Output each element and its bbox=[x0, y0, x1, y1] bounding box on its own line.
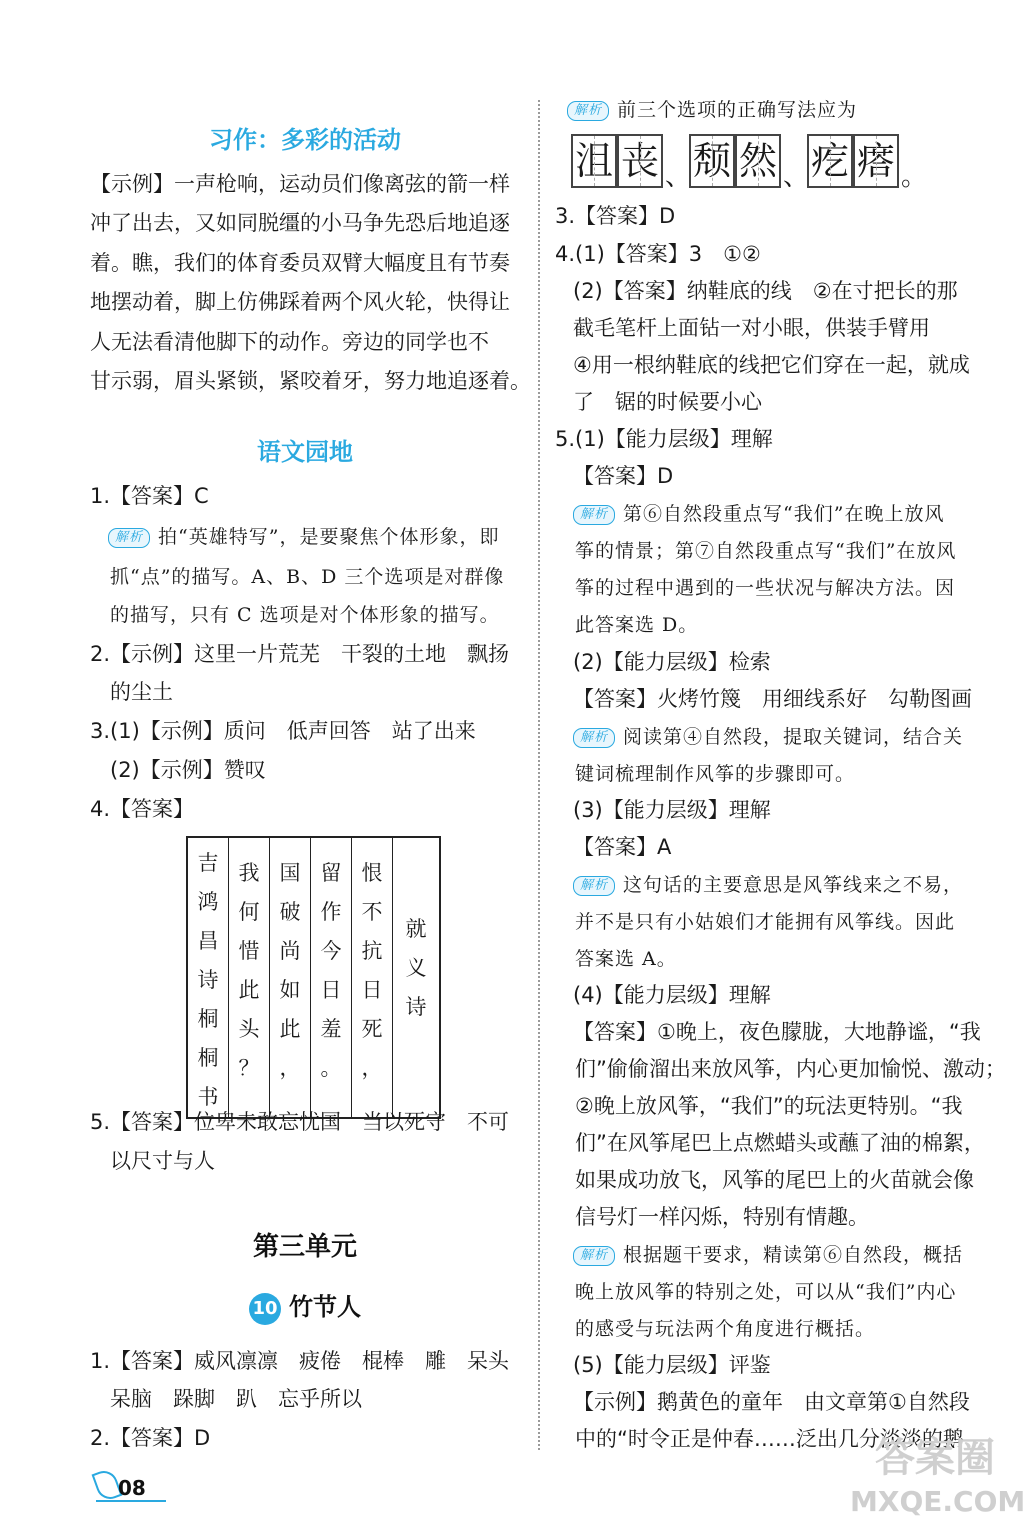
r5-5: (5)【能力层级】评鉴 bbox=[573, 1353, 771, 1377]
watermark: 答案圈 MXQE.COM bbox=[850, 1435, 1026, 1518]
jiexi-badge: 解析 bbox=[573, 1246, 615, 1266]
r5-2-jx-line-1: 解析 阅读第④自然段，提取关键词，结合关 bbox=[573, 723, 963, 751]
lesson-number-badge: 10 bbox=[249, 1293, 281, 1325]
r5-4-jx-line-2: 晚上放风筝的特别之处，可以从“我们”内心 bbox=[575, 1281, 957, 1303]
page-number: 08 bbox=[118, 1476, 146, 1500]
r5-4: (4)【能力层级】理解 bbox=[573, 983, 771, 1007]
unit-title: 第三单元 bbox=[252, 1232, 357, 1262]
r5-4-answer-2: 们”偷偷溜出来放风筝，内心更加愉悦、激动； bbox=[575, 1057, 1006, 1081]
q3-2: (2)【示例】赞叹 bbox=[110, 758, 266, 782]
r5-3: (3)【能力层级】理解 bbox=[573, 798, 771, 822]
handwriting-boxes bbox=[571, 134, 928, 192]
column-divider bbox=[538, 100, 540, 1450]
poem-col-title: 吉 鸿 昌 诗 桐 桐 书 bbox=[187, 837, 229, 1118]
hand-char-1: 沮 bbox=[571, 134, 617, 188]
r3-answer: 3.【答案】D bbox=[555, 204, 676, 228]
r5-4-answer-4: 们”在风筝尾巴上点燃蜡头或蘸了油的棉絮， bbox=[575, 1131, 985, 1155]
r5-1-jx-line-3: 筝的过程中遇到的一些状况与解决方法。因 bbox=[575, 577, 956, 599]
r4-1: 4.(1)【答案】3 ①② bbox=[555, 242, 761, 266]
hand-sep-2: 、 bbox=[783, 162, 810, 192]
r4-2-line-2: 截毛笔杆上面钻一对小眼，供装手臂用 bbox=[573, 316, 930, 340]
xz-line-5: 人无法看清他脚下的动作。旁边的同学也不 bbox=[90, 330, 489, 354]
r5-1-answer: 【答案】D bbox=[573, 464, 674, 488]
hand-sep-1: 、 bbox=[665, 162, 692, 192]
r5-3-jx-line-3: 答案选 A。 bbox=[575, 948, 677, 970]
r5-4-answer-3: ②晚上放风筝，“我们”的玩法更特别。“我 bbox=[575, 1094, 963, 1118]
r5-2-jx-line-2: 键词梳理制作风筝的步骤即可。 bbox=[575, 763, 856, 785]
jiexi-badge: 解析 bbox=[573, 505, 615, 525]
r5-4-jx-line-3: 的感受与玩法两个角度进行概括。 bbox=[575, 1318, 876, 1340]
xz-line-4: 地摆动着，脚上仿佛踩着两个风火轮，快得让 bbox=[90, 290, 510, 314]
r5-1-jx-line-1: 解析 第⑥自然段重点写“我们”在晚上放风 bbox=[573, 500, 944, 528]
r5-4-answer-1: 【答案】①晚上，夜色朦胧，大地静谧，“我 bbox=[573, 1020, 981, 1044]
q1-answer: 1.【答案】C bbox=[90, 484, 209, 508]
hand-char-2: 丧 bbox=[617, 134, 663, 188]
hand-char-5: 疙 bbox=[807, 134, 853, 188]
jiexi-badge: 解析 bbox=[567, 101, 609, 121]
xz-line-6: 甘示弱，眉头紧锁，紧咬着牙，努力地追逐着。 bbox=[90, 369, 531, 393]
page-number-underline bbox=[96, 1500, 166, 1502]
r5-5-answer-2: 中的“时令正是仲春……泛出几分淡淡的鹅 bbox=[575, 1427, 964, 1451]
top-jx: 解析 前三个选项的正确写法应为 bbox=[567, 96, 857, 124]
r5-5-answer-1: 【示例】鹅黄色的童年 由文章第①自然段 bbox=[573, 1390, 970, 1414]
q2-line-1: 2.【示例】这里一片荒芜 干裂的土地 飘扬 bbox=[90, 642, 510, 666]
poem-col-4: 恨 不 抗 日 死 ， bbox=[352, 837, 393, 1118]
poem-col-2: 国 破 尚 如 此 ， bbox=[270, 837, 311, 1118]
hand-sep-3: 。 bbox=[901, 162, 928, 192]
r5-4-answer-6: 信号灯一样闪烁，特别有情趣。 bbox=[575, 1205, 869, 1229]
r5-3-jx-line-1: 解析 这句话的主要意思是风筝线来之不易， bbox=[573, 871, 963, 899]
poem-table bbox=[186, 836, 441, 1119]
xz-line-1: 【示例】一声枪响，运动员们像离弦的箭一样 bbox=[90, 172, 510, 196]
heading-yuwenyuandi: 语文园地 bbox=[257, 438, 353, 466]
jiexi-badge: 解析 bbox=[108, 528, 150, 548]
q1-jx-line-3: 的描写，只有 C 选项是对个体形象的描写。 bbox=[110, 604, 500, 626]
r5-3-answer: 【答案】A bbox=[573, 835, 672, 859]
poem-col-title-2: 就 义 诗 bbox=[393, 837, 441, 1118]
r5-1-jx-line-2: 筝的情景；第⑦自然段重点写“我们”在放风 bbox=[575, 540, 957, 562]
r4-2-line-3: ④用一根纳鞋底的线把它们穿在一起，就成 bbox=[573, 353, 970, 377]
poem-col-1: 我 何 惜 此 头 ？ bbox=[229, 837, 270, 1118]
q4-answer: 4.【答案】 bbox=[90, 797, 195, 821]
xz-line-2: 冲了出去，又如同脱缰的小马争先恐后地追逐 bbox=[90, 211, 510, 235]
q1-jx-line-1: 解析 拍“英雄特写”，是要聚焦个体形象，即 bbox=[108, 523, 499, 551]
poem-col-3: 留 作 今 日 羞 。 bbox=[311, 837, 352, 1118]
q1-jx-line-2: 抓“点”的描写。A、B、D 三个选项是对群像 bbox=[110, 566, 505, 588]
lesson-title: 10 竹节人 bbox=[90, 1287, 520, 1325]
r4-2-line-1: (2)【答案】纳鞋底的线 ②在寸把长的那 bbox=[573, 279, 958, 303]
q2-line-2: 的尘土 bbox=[110, 680, 173, 704]
hand-char-6: 瘩 bbox=[853, 134, 899, 188]
l2-answer: 2.【答案】D bbox=[90, 1426, 211, 1450]
q3-1: 3.(1)【示例】质问 低声回答 站了出来 bbox=[90, 719, 476, 743]
r5-3-jx-line-2: 并不是只有小姑娘们才能拥有风筝线。因此 bbox=[575, 911, 956, 933]
xz-line-3: 着。瞧，我们的体育委员双臂大幅度且有节奏 bbox=[90, 251, 510, 275]
q5-line-2: 以尺寸与人 bbox=[110, 1149, 215, 1173]
r5-1: 5.(1)【能力层级】理解 bbox=[555, 427, 773, 451]
r5-4-answer-5: 如果成功放飞，风筝的尾巴上的火苗就会像 bbox=[575, 1168, 974, 1192]
r5-2: (2)【能力层级】检索 bbox=[573, 650, 771, 674]
r5-1-jx-line-4: 此答案选 D。 bbox=[575, 614, 699, 636]
heading-xizuo: 习作：多彩的活动 bbox=[209, 126, 401, 154]
r4-2-line-4: 了 锯的时候要小心 bbox=[573, 390, 762, 414]
l1-line-2: 呆脑 跺脚 趴 忘乎所以 bbox=[110, 1387, 362, 1411]
hand-char-3: 颓 bbox=[689, 134, 735, 188]
q5-line-1: 5.【答案】位卑未敢忘忧国 当以死守 不可 bbox=[90, 1110, 510, 1134]
r5-4-jx-line-1: 解析 根据题干要求，精读第⑥自然段，概括 bbox=[573, 1241, 963, 1269]
r5-2-answer: 【答案】火烤竹篾 用细线系好 勾勒图画 bbox=[573, 687, 972, 711]
jiexi-badge: 解析 bbox=[573, 728, 615, 748]
l1-line-1: 1.【答案】威风凛凛 疲倦 棍棒 雕 呆头 bbox=[90, 1349, 510, 1373]
jiexi-badge: 解析 bbox=[573, 876, 615, 896]
hand-char-4: 然 bbox=[735, 134, 781, 188]
